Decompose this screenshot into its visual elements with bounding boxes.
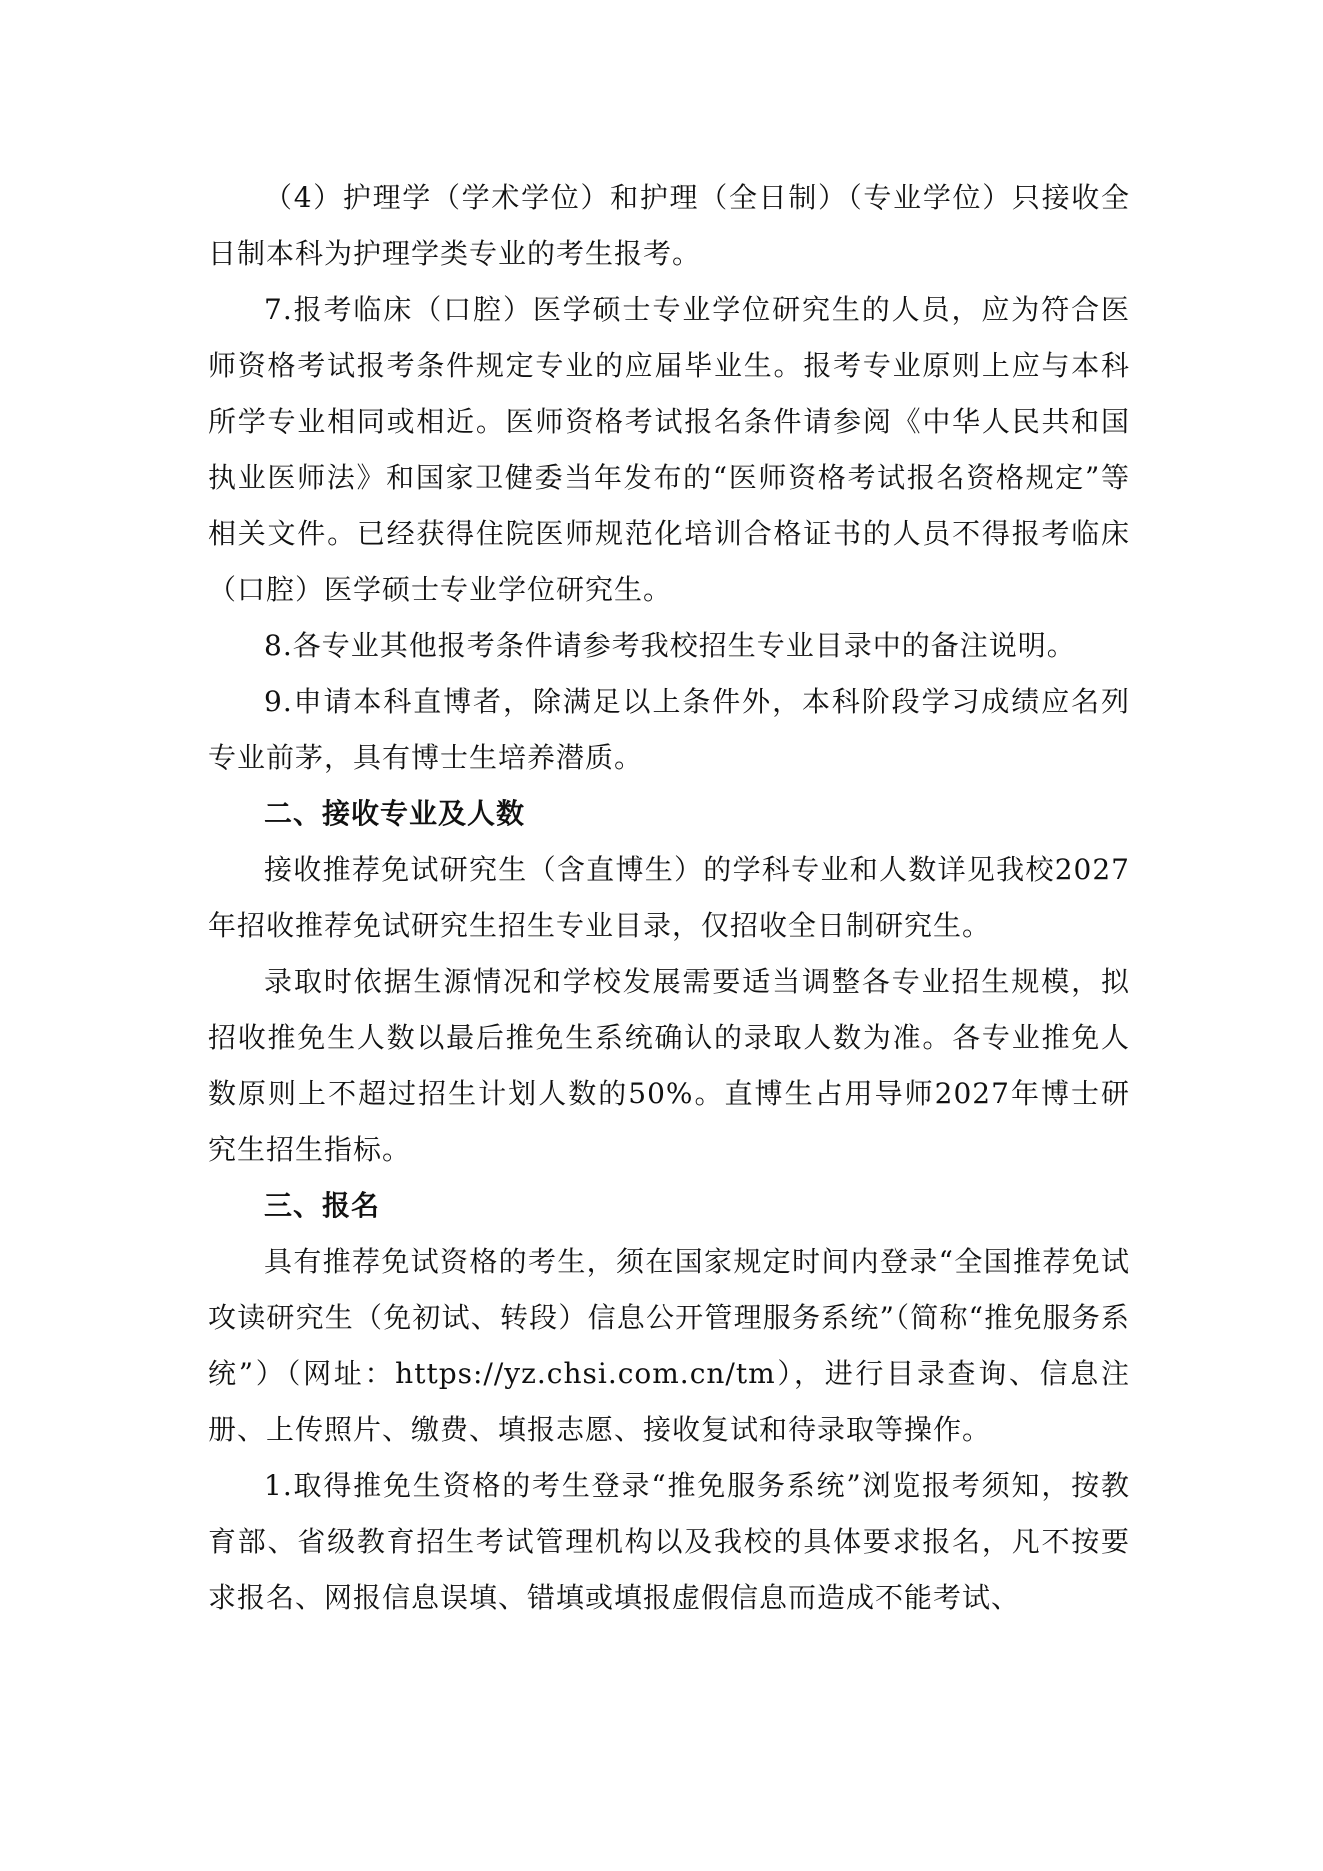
section-heading-2: 二、接收专业及人数 xyxy=(264,797,526,830)
paragraph-item-8: 8.各专业其他报考条件请参考我校招生专业目录中的备注说明。 xyxy=(264,629,1076,662)
paragraph-registration: 具有推荐免试资格的考生，须在国家规定时间内登录“全国推荐免试攻读研究生（免初试、转段）信息公开管理服务系统”（简称“推免服务系统”）（网址：https://yz.chsi.com.cn/tm），进行目录查询、信息注册、上传照片、缴费、填报志愿、接收复试和待录取等操作。 xyxy=(208,1245,1130,1446)
paragraph-item-7: 7.报考临床（口腔）医学硕士专业学位研究生的人员，应为符合医师资格考试报考条件规定专业的应届毕业生。报考专业原则上应与本科所学专业相同或相近。医师资格考试报名条件请参阅《中华人民共和国执业医师法》和国家卫健委当年发布的“医师资格考试报名资格规定”等相关文件。已经获得住院医师规范化培训合格证书的人员不得报考临床（口腔）医学硕士专业学位研究生。 xyxy=(208,293,1130,606)
paragraph-item-9: 9.申请本科直博者，除满足以上条件外，本科阶段学习成绩应名列专业前茅，具有博士生培养潜质。 xyxy=(208,685,1130,774)
paragraph-nursing: （4）护理学（学术学位）和护理（全日制）（专业学位）只接收全日制本科为护理学类专业的考生报考。 xyxy=(208,181,1130,270)
document-page xyxy=(208,170,1130,1626)
paragraph-registration-item-1: 1.取得推免生资格的考生登录“推免服务系统”浏览报考须知，按教育部、省级教育招生考试管理机构以及我校的具体要求报名，凡不按要求报名、网报信息误填、错填或填报虚假信息而造成不能考试、 xyxy=(208,1469,1130,1614)
paragraph-majors: 接收推荐免试研究生（含直博生）的学科专业和人数详见我校2027年招收推荐免试研究生招生专业目录，仅招收全日制研究生。 xyxy=(208,853,1130,942)
section-heading-3: 三、报名 xyxy=(264,1189,381,1222)
paragraph-admission-scale: 录取时依据生源情况和学校发展需要适当调整各专业招生规模，拟招收推免生人数以最后推免生系统确认的录取人数为准。各专业推免人数原则上不超过招生计划人数的50%。直博生占用导师2027年博士研究生招生指标。 xyxy=(208,965,1130,1166)
